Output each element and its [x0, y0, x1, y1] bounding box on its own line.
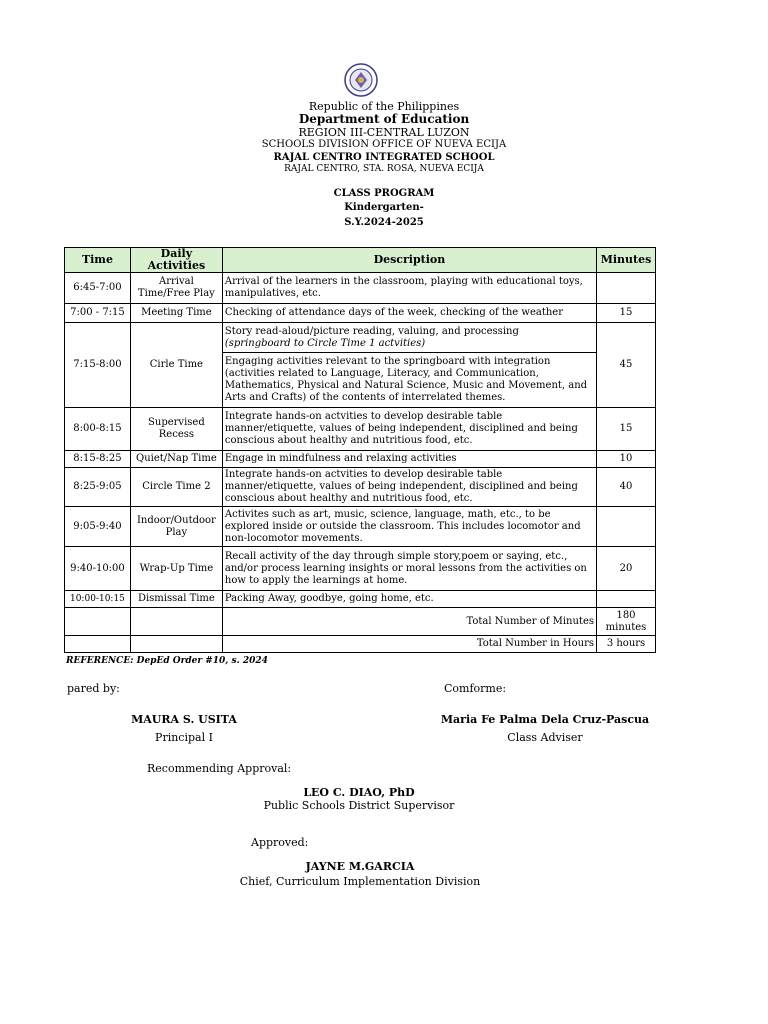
table-row: [65, 507, 656, 547]
col-header-minutes: Minutes: [597, 248, 656, 273]
description-cell: Engage in mindfulness and relaxing activities: [222, 451, 596, 468]
table-row: [65, 468, 656, 507]
col-header-activities: Daily Activities: [130, 248, 222, 273]
chief-name: JAYNE M.GARCIA: [305, 860, 415, 873]
minutes-cell: [597, 273, 656, 304]
activity-cell: Quiet/Nap Time: [130, 451, 222, 468]
activity-cell: Supervised Recess: [130, 408, 222, 451]
time-cell: 9:40-10:00: [65, 547, 131, 591]
description-cell: Checking of attendance days of the week, checking of the weather: [222, 304, 596, 323]
table-row: [65, 304, 656, 323]
description-cell: Recall activity of the day through simple story,poem or saying, etc., and/or process learning insights or moral lessons from the activities on how to apply the learnings at home.: [222, 547, 596, 591]
col-header-description: Description: [222, 248, 596, 273]
reference-note: REFERENCE: DepEd Order #10, s. 2024: [66, 656, 268, 666]
principal-title: Principal I: [155, 731, 213, 744]
chief-title: Chief, Curriculum Implementation Division: [239, 875, 481, 888]
minutes-cell: 20: [597, 547, 656, 591]
description-cell: Integrate hands-on actvities to develop desirable table manner/etiquette, values of being independent, disciplined and being conscious about healthy and nutritious food, etc.: [222, 468, 596, 507]
table-row: [65, 273, 656, 304]
description-cell: Packing Away, goodbye, going home, etc.: [222, 591, 596, 608]
description-cell: Activites such as art, music, science, language, math, etc., to be explored inside or outside the classroom. This includes locomotor and non-locomotor movements.: [222, 507, 596, 547]
class-program-table: [64, 247, 656, 653]
minutes-cell: [597, 591, 656, 608]
time-cell: 8:25-9:05: [65, 468, 131, 507]
adviser-name: Maria Fe Palma Dela Cruz-Pascua: [440, 713, 650, 726]
activity-cell: Cirle Time: [130, 323, 222, 408]
total-hours-label: Total Number in Hours: [222, 636, 596, 653]
activity-cell: Circle Time 2: [130, 468, 222, 507]
recommending-label: Recommending Approval:: [147, 762, 292, 775]
total-hours-row: [65, 636, 656, 653]
activity-cell: Arrival Time/Free Play: [130, 273, 222, 304]
table-row: [65, 451, 656, 468]
total-minutes-value: 180 minutes: [597, 608, 656, 636]
time-cell: 10:00-10:15: [65, 591, 131, 608]
prepared-by-label: pared by:: [67, 682, 120, 695]
description-note: (springboard to Circle Time 1 actvities): [224, 337, 426, 349]
total-hours-value: 3 hours: [597, 636, 656, 653]
republic-line: Republic of the Philippines: [308, 100, 460, 113]
minutes-cell: 15: [597, 304, 656, 323]
supervisor-title: Public Schools District Supervisor: [263, 799, 455, 812]
description-cell: [222, 323, 596, 353]
minutes-cell: 40: [597, 468, 656, 507]
department-line: Department of Education: [298, 112, 470, 126]
time-cell: 8:15-8:25: [65, 451, 131, 468]
time-cell: 9:05-9:40: [65, 507, 131, 547]
total-minutes-label: Total Number of Minutes: [222, 608, 596, 636]
table-header-row: [65, 248, 656, 273]
supervisor-name: LEO C. DIAO, PhD: [303, 786, 415, 799]
activity-cell: Meeting Time: [130, 304, 222, 323]
school-line: RAJAL CENTRO INTEGRATED SCHOOL: [273, 152, 495, 163]
activity-cell: Indoor/Outdoor Play: [130, 507, 222, 547]
adviser-title: Class Adviser: [507, 731, 583, 744]
table-row: [65, 591, 656, 608]
col-header-time: Time: [65, 248, 131, 273]
program-title: CLASS PROGRAM: [333, 188, 435, 199]
principal-name: MAURA S. USITA: [131, 713, 237, 726]
approved-label: Approved:: [251, 836, 309, 849]
time-cell: 7:15-8:00: [65, 323, 131, 408]
school-year: S.Y.2024-2025: [344, 217, 424, 228]
deped-seal-icon: [344, 63, 378, 97]
table-row: [65, 408, 656, 451]
time-cell: 8:00-8:15: [65, 408, 131, 451]
table-row: [65, 547, 656, 591]
region-line: REGION III-CENTRAL LUZON: [298, 126, 470, 139]
address-line: RAJAL CENTRO, STA. ROSA, NUEVA ECIJA: [284, 164, 484, 174]
activity-cell: Dismissal Time: [130, 591, 222, 608]
minutes-cell: 10: [597, 451, 656, 468]
time-cell: 6:45-7:00: [65, 273, 131, 304]
activity-cell: Wrap-Up Time: [130, 547, 222, 591]
total-minutes-row: [65, 608, 656, 636]
description-cell: Integrate hands-on actvities to develop desirable table manner/etiquette, values of being independent, disciplined and being conscious about healthy and nutritious food, etc.: [222, 408, 596, 451]
table-row: [65, 323, 656, 353]
minutes-cell: 15: [597, 408, 656, 451]
description-line: Story read-aloud/picture reading, valuing, and processing: [224, 325, 519, 337]
minutes-cell: [597, 507, 656, 547]
description-cell: Engaging activities relevant to the springboard with integration (activities related to Language, Literacy, and Communication, Mathematics, Physical and Natural Science, Music and Movement, and Arts and Crafts) of the contents of interrelated themes.: [222, 353, 596, 408]
division-line: SCHOOLS DIVISION OFFICE OF NUEVA ECIJA: [261, 139, 507, 150]
time-cell: 7:00 - 7:15: [65, 304, 131, 323]
grade-title: Kindergarten-: [344, 202, 424, 213]
description-cell: Arrival of the learners in the classroom, playing with educational toys, manipulatives, etc.: [222, 273, 596, 304]
conforme-label: Comforme:: [444, 682, 507, 695]
minutes-cell: 45: [597, 323, 656, 408]
